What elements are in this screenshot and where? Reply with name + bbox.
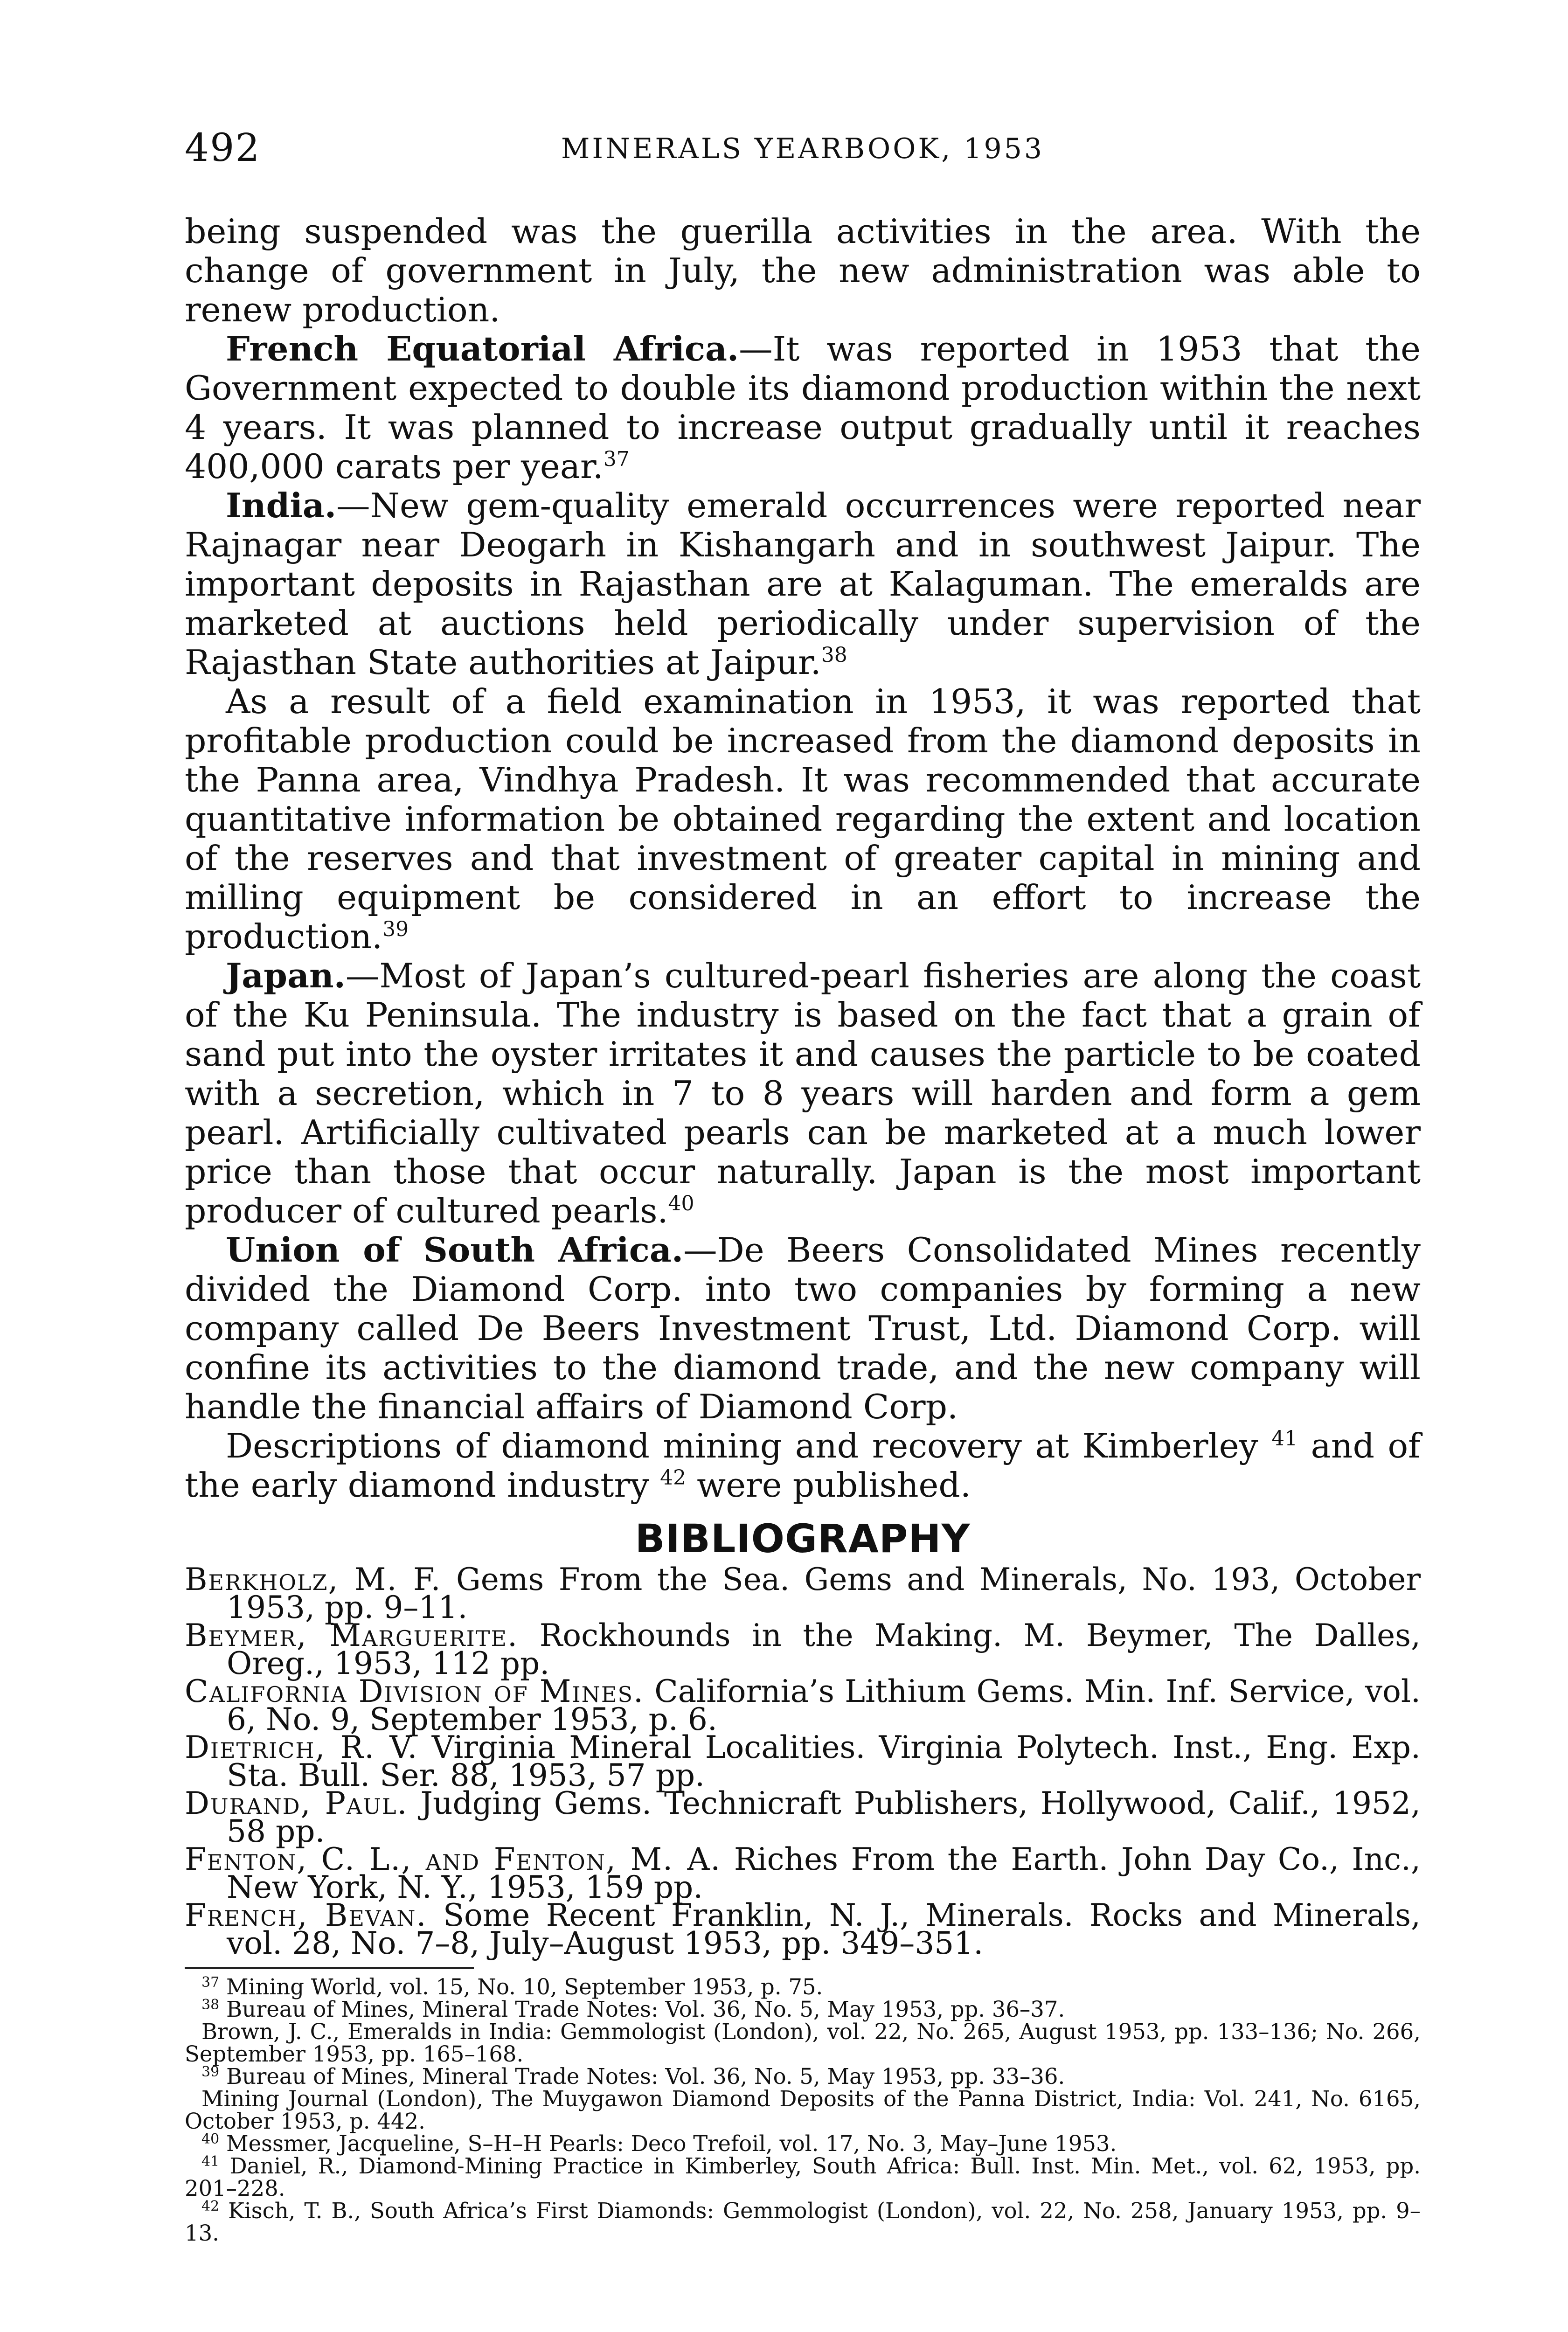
footnote [185, 1998, 1421, 2020]
paragraph-descriptions [185, 1427, 1421, 1505]
bibliography-entry [185, 1841, 1421, 1905]
bibliography-heading: BIBLIOGRAPHY [635, 1516, 971, 1562]
paragraph-panna [185, 682, 1421, 957]
footnote-number: 40 [201, 2131, 220, 2147]
footnote-text: Brown, J. C., Emeralds in India: Gemmologist (London), vol. 22, No. 265, August 1953, pp. 133–136; No. 266, September 1953, pp. 165–168. [185, 2019, 1421, 2067]
footnote-number: 38 [201, 1997, 220, 2013]
paragraph-text: were published. [697, 1466, 971, 1505]
bibliography-text: Gems From the Sea. Gems and Minerals, No. 193, October 1953, pp. 9–11. [227, 1562, 1421, 1625]
paragraph-continuation [185, 212, 1421, 330]
bibliography-text: Virginia Mineral Localities. Virginia Polytech. Inst., Eng. Exp. Sta. Bull. Ser. 88, 1953, 57 pp. [227, 1729, 1421, 1793]
bibliography-list [185, 1562, 1421, 1961]
bibliography-author: Dietrich, R. V. [185, 1729, 418, 1765]
paragraph-text: —It was reported in 1953 that the Government expected to double its diamond production within the next 4 years. It was planned to increase output gradually until it reaches 400,000 carats per year. [185, 330, 1421, 486]
run-in-heading: Union of South Africa. [226, 1230, 684, 1270]
bibliography-text: Rockhounds in the Making. M. Beymer, The Dalles, Oreg., 1953, 112 pp. [227, 1617, 1421, 1681]
bibliography-author: Beymer, Marguerite. [185, 1617, 518, 1653]
footnote [185, 2020, 1421, 2065]
paragraph-text: Descriptions of diamond mining and recovery at Kimberley [226, 1427, 1258, 1466]
bibliography-entry [185, 1617, 1421, 1681]
bibliography-author: Durand, Paul. [185, 1785, 408, 1821]
footnote-text: Kisch, T. B., South Africa’s First Diamonds: Gemmologist (London), vol. 22, No. 258, January 1953, pp. 9–13. [185, 2198, 1421, 2246]
bibliography-author: Fenton, C. L., and Fenton, M. A. [185, 1841, 722, 1877]
paragraph-japan [185, 957, 1421, 1231]
bibliography-entry [185, 1562, 1421, 1625]
bibliography-entry [185, 1729, 1421, 1793]
bibliography-text: California’s Lithium Gems. Min. Inf. Service, vol. 6, No. 9, September 1953, p. 6. [227, 1673, 1421, 1737]
footnote-text: Messmer, Jacqueline, S–H–H Pearls: Deco Trefoil, vol. 17, No. 3, May–June 1953. [226, 2131, 1117, 2156]
bibliography-author: French, Bevan. [185, 1897, 427, 1933]
page-number: 492 [185, 126, 261, 170]
run-in-heading: French Equatorial Africa. [226, 329, 739, 369]
bibliography-text: Some Recent Franklin, N. J., Minerals. Rocks and Minerals, vol. 28, No. 7–8, July–August 1953, pp. 349–351. [227, 1897, 1421, 1961]
page-header [185, 126, 1421, 177]
body-text [185, 212, 1421, 2244]
run-in-heading: Japan. [226, 956, 346, 996]
footnote-number: 41 [201, 2153, 220, 2170]
footnote-number: 39 [201, 2064, 220, 2080]
footnote [185, 1976, 1421, 1998]
footnotes [185, 1976, 1421, 2244]
paragraph-text: As a result of a field examination in 1953, it was reported that profitable production could be increased from the diamond deposits in the Panna area, Vindhya Pradesh. It was recommended that accurate quantitative information be obtained regarding the extent and location of the reserves and that investment of greater capital in mining and milling equipment be considered in an effort to increase the production. [185, 682, 1421, 957]
footnote-ref: 40 [668, 1192, 694, 1215]
footnote [185, 2088, 1421, 2132]
bibliography-entry [185, 1785, 1421, 1849]
paragraph-french-equatorial-africa [185, 330, 1421, 486]
footnote-number: 42 [201, 2198, 220, 2214]
footnote-ref: 41 [1271, 1427, 1298, 1451]
bibliography-entry [185, 1897, 1421, 1961]
footnote [185, 2065, 1421, 2088]
paragraph-india [185, 486, 1421, 682]
paragraph-text: being suspended was the guerilla activities in the area. With the change of government in July, the new administration was able to renew production. [185, 212, 1421, 330]
bibliography-text: Judging Gems. Technicraft Publishers, Hollywood, Calif., 1952, 58 pp. [227, 1785, 1421, 1849]
running-head: MINERALS YEARBOOK, 1953 [561, 132, 1045, 165]
paragraph-text: —Most of Japan’s cultured-pearl fisheries are along the coast of the Ku Peninsula. The industry is based on the fact that a grain of sand put into the oyster irritates it and causes the particle to be coated with a secretion, which in 7 to 8 years will harden and form a gem pearl. Artificially cultivated pearls can be marketed at a much lower price than those that occur naturally. Japan is the most important producer of cultured pearls. [185, 957, 1421, 1231]
footnote-text: Daniel, R., Diamond-Mining Practice in Kimberley, South Africa: Bull. Inst. Min. Met., vol. 62, 1953, pp. 201–228. [185, 2153, 1421, 2201]
paragraph-text: and of the early diamond industry [185, 1427, 1421, 1505]
paragraph-union-of-south-africa [185, 1231, 1421, 1427]
run-in-heading: India. [226, 486, 337, 526]
footnote-text: Bureau of Mines, Mineral Trade Notes: Vol. 36, No. 5, May 1953, pp. 36–37. [226, 1997, 1065, 2022]
footnote-ref: 37 [603, 447, 630, 471]
footnote-number: 37 [201, 1974, 220, 1991]
footnote [185, 2132, 1421, 2155]
footnote-ref: 42 [660, 1466, 687, 1490]
paragraph-text: —De Beers Consolidated Mines recently divided the Diamond Corp. into two companies by forming a new company called De Beers Investment Trust, Ltd. Diamond Corp. will confine its activities to the diamond trade, and the new company will handle the financial affairs of Diamond Corp. [185, 1231, 1421, 1427]
footnote-text: Mining World, vol. 15, No. 10, September 1953, p. 75. [226, 1974, 823, 1999]
bibliography-text: Riches From the Earth. John Day Co., Inc., New York, N. Y., 1953, 159 pp. [227, 1841, 1421, 1905]
bibliography-author: Berkholz, M. F. [185, 1562, 442, 1597]
bibliography-author: California Division of Mines. [185, 1673, 644, 1709]
footnote-text: Bureau of Mines, Mineral Trade Notes: Vol. 36, No. 5, May 1953, pp. 33–36. [226, 2064, 1065, 2089]
footnote-divider [185, 1967, 474, 1969]
footnote [185, 2155, 1421, 2200]
footnote-ref: 39 [382, 917, 409, 941]
bibliography-entry [185, 1673, 1421, 1737]
footnote-text: Mining Journal (London), The Muygawon Diamond Deposits of the Panna District, India: Vol. 241, No. 6165, October 1953, p. 442. [185, 2086, 1421, 2134]
footnote-ref: 38 [821, 643, 847, 667]
footnote [185, 2200, 1421, 2244]
paragraph-text: —New gem-quality emerald occurrences were reported near Rajnagar near Deogarh in Kishangarh and in southwest Jaipur. The important deposits in Rajasthan are at Kalaguman. The emeralds are marketed at auctions held periodically under supervision of the Rajasthan State authorities at Jaipur. [185, 486, 1421, 682]
